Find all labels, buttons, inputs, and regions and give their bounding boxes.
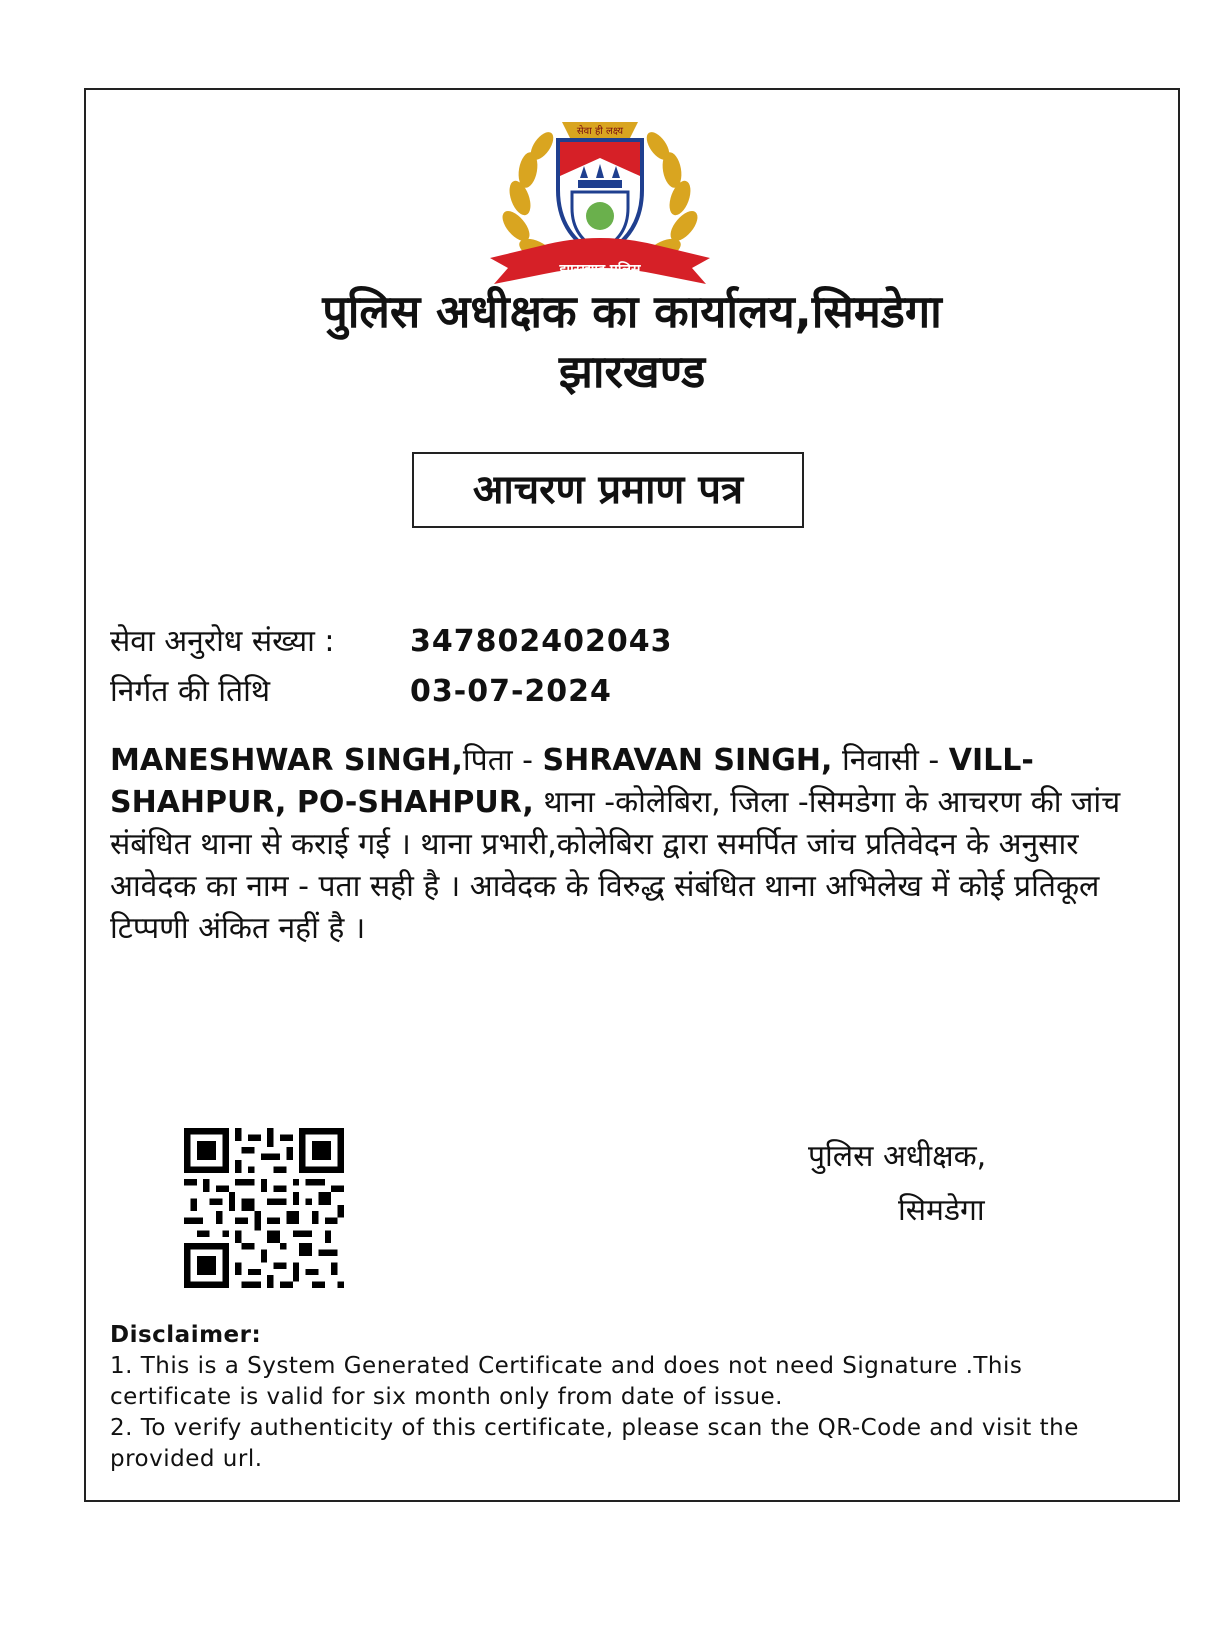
- emblem-motto: सेवा ही लक्ष्य: [576, 126, 624, 137]
- signatory-title: पुलिस अधीक्षक,: [808, 1139, 987, 1174]
- office-state: झारखण्ड: [558, 345, 706, 398]
- request-number-label: सेवा अनुरोध संख्या :: [110, 624, 335, 659]
- signatory-block: [808, 1130, 986, 1238]
- certificate-body: [110, 740, 1150, 950]
- disclaimer-item-2: 2. To verify authenticity of this certificate, please scan the QR-Code and visit the provided url.: [110, 1415, 1079, 1472]
- certificate-title: आचरण प्रमाण पत्र: [412, 452, 804, 528]
- father-name: SHRAVAN SINGH,: [542, 743, 833, 778]
- disclaimer-section: [110, 1320, 1150, 1475]
- father-label: पिता -: [462, 743, 543, 778]
- emblem-banner-text: झारखण्ड पुलिस: [559, 262, 641, 278]
- certificate-body-text: थाना -कोलेबिरा, जिला -सिमडेगा के आचरण की जांच संबंधित थाना से कराई गई । थाना प्रभारी,कोलेबिरा द्वारा समर्पित जांच प्रतिवेदन के अनुसार आवेदक का नाम - पता सही है । आवेदक के विरुद्ध संबंधित थाना अभिलेख में कोई प्रतिकूल टिप्पणी अंकित नहीं है ।: [110, 785, 1121, 946]
- disclaimer-heading: Disclaimer:: [110, 1322, 262, 1348]
- applicant-address: VILL-SHAHPUR, PO-SHAHPUR,: [110, 743, 1034, 820]
- residence-label: निवासी -: [832, 743, 949, 778]
- issue-date-value: 03-07-2024: [410, 674, 612, 709]
- issue-date-row: [110, 672, 612, 712]
- request-number-row: [110, 622, 673, 662]
- issue-date-label: निर्गत की तिथि: [110, 674, 271, 709]
- jharkhand-police-emblem-icon: [480, 108, 720, 298]
- applicant-name: MANESHWAR SINGH,: [110, 743, 463, 778]
- office-title: पुलिस अधीक्षक का कार्यालय,सिमडेगा: [322, 285, 942, 338]
- request-number-value: 347802402043: [410, 624, 673, 659]
- disclaimer-item-1: 1. This is a System Generated Certificate and does not need Signature .This certificate is valid for six month only from date of issue.: [110, 1353, 1023, 1410]
- signatory-location: सिमडेगा: [898, 1193, 985, 1228]
- qr-code-icon[interactable]: [184, 1128, 344, 1288]
